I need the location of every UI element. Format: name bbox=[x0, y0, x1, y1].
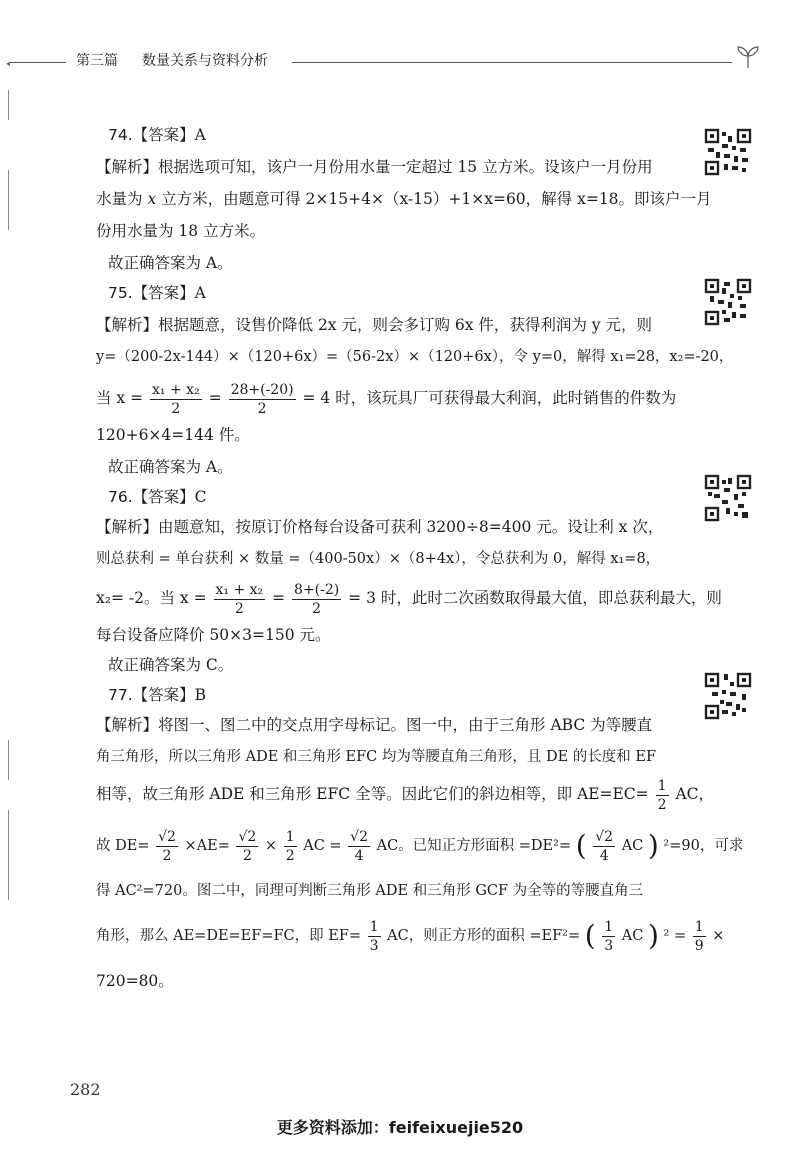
margin-marks bbox=[8, 90, 10, 910]
q77-analysis-line-7: 720=80。 bbox=[96, 972, 174, 990]
q77-answer: B bbox=[194, 686, 207, 704]
q76-frac2-num: 8+(-2) bbox=[294, 581, 340, 598]
q77-r2-d: √2 bbox=[595, 828, 614, 845]
q75-text-1: 根据题意，设售价降低 2x 元，则会多订购 6x 件，获得利润为 y 元，则 bbox=[158, 316, 653, 334]
q75-answer-label: 【答案】 bbox=[132, 284, 195, 302]
q75-number: 75. bbox=[108, 284, 133, 302]
q77-r2-c: √2 bbox=[350, 828, 368, 845]
qr-code-icon bbox=[704, 278, 752, 326]
sprout-icon bbox=[734, 42, 762, 70]
q77-frac-r2-over-2-b bbox=[236, 828, 258, 865]
q77-frac-ninth bbox=[693, 918, 706, 955]
q74-answer-label: 【答案】 bbox=[132, 126, 195, 144]
q75-fraction-2 bbox=[229, 381, 296, 418]
q77-third-num-b: 1 bbox=[604, 918, 614, 935]
q77-text-1: 将图一、图二中的交点用字母标记。图一中，由于三角形 ABC 为等腰直 bbox=[158, 716, 653, 734]
q77-answer-line bbox=[108, 680, 206, 710]
q75-frac1-den: 2 bbox=[171, 400, 181, 417]
header-part: 第三篇 bbox=[76, 53, 118, 69]
q77-text-4g: ²=90，可求 bbox=[663, 838, 744, 854]
q77-third-num-a: 1 bbox=[369, 918, 379, 935]
q77-two-a: 2 bbox=[162, 847, 172, 864]
q74-answer: A bbox=[194, 126, 206, 144]
q75-answer: A bbox=[194, 284, 206, 302]
q77-third-den-b: 3 bbox=[604, 937, 614, 954]
q76-frac1-den: 2 bbox=[234, 600, 244, 617]
page-number: 282 bbox=[70, 1080, 101, 1099]
q75-conclusion: 故正确答案为 A。 bbox=[108, 458, 233, 476]
q75-analysis-label: 【解析】 bbox=[96, 316, 159, 334]
q77-text-4d: AC = bbox=[303, 838, 342, 854]
q76-analysis-line-3 bbox=[96, 576, 722, 620]
q75-text-3a: 当 x = bbox=[96, 389, 144, 407]
q77-analysis-label: 【解析】 bbox=[96, 716, 159, 734]
q74-analysis-line-3: 份用水量为 18 立方米。 bbox=[96, 222, 266, 240]
q77-analysis-line-3 bbox=[96, 770, 714, 818]
q77-paren-close-a: ) bbox=[647, 829, 659, 862]
q74-text-1: 根据选项可知，该户一月份用水量一定超过 15 立方米。设该户一月份用 bbox=[158, 158, 653, 176]
q75-analysis-line-3 bbox=[96, 376, 676, 420]
qr-code-icon bbox=[704, 672, 752, 720]
header-rule-left bbox=[10, 62, 66, 63]
q77-text-4f: AC bbox=[621, 838, 644, 854]
q77-analysis-line-2: 角三角形，所以三角形 ADE 和三角形 EFC 均为等腰直角三角形，且 DE 的长度和 EF bbox=[96, 749, 657, 765]
q75-frac2-den: 2 bbox=[257, 400, 267, 417]
q77-text-6e: × bbox=[712, 928, 725, 944]
q75-frac2-num: 28+(-20) bbox=[230, 381, 294, 398]
q77-frac-r2-over-2-a bbox=[156, 828, 178, 865]
q77-frac-half-b bbox=[284, 828, 297, 865]
q75-text-3b: = 4 时，该玩具厂可获得最大利润，此时销售的件数为 bbox=[302, 389, 677, 407]
q74-analysis-line-2 bbox=[96, 184, 712, 214]
q76-analysis-line-4: 每台设备应降价 50×3=150 元。 bbox=[96, 626, 331, 644]
q76-analysis-line-2: 则总获利 = 单台获利 × 数量 =（400-50x）×（8+4x），令总获利为 0，解得 x₁=8， bbox=[96, 551, 661, 567]
q77-text-6d: ² = bbox=[663, 928, 687, 944]
q77-paren-close-b: ) bbox=[647, 919, 659, 952]
q74-text-2b: 立方米，由题意可得 2×15+4×（x-15）+1×x=60，解得 x=18。即该户一月 bbox=[156, 190, 712, 208]
q77-analysis-line-5: 得 AC²=720。图二中，同理可判断三角形 ADE 和三角形 GCF 为全等的等腰直角三 bbox=[96, 883, 644, 899]
header-title: 数量关系与资料分析 bbox=[142, 53, 268, 69]
q77-r2-a: √2 bbox=[158, 828, 176, 845]
q77-frac-third-a bbox=[368, 918, 381, 955]
header-rule-right bbox=[292, 62, 732, 63]
q77-text-6a: 角形，那么 AE=DE=EF=FC，即 EF= bbox=[96, 928, 362, 944]
q74-conclusion: 故正确答案为 A。 bbox=[108, 254, 233, 272]
q75-fraction-1 bbox=[150, 381, 202, 418]
q75-equals: = bbox=[208, 389, 222, 407]
q77-r2-b: √2 bbox=[238, 828, 257, 845]
q77-frac-r2-over-4-b bbox=[593, 828, 615, 865]
q74-analysis-line-1 bbox=[96, 152, 653, 182]
q74-number: 74. bbox=[108, 126, 133, 144]
q74-analysis-label: 【解析】 bbox=[96, 158, 159, 176]
q76-fraction-2 bbox=[292, 581, 341, 618]
q75-answer-line bbox=[108, 278, 206, 308]
q76-answer-line bbox=[108, 482, 207, 512]
q76-text-3b: = 3 时，此时二次函数取得最大值，即总获利最大，则 bbox=[348, 589, 722, 607]
footer-note: 更多资料添加：feifeixuejie520 bbox=[276, 1118, 524, 1137]
q77-half bbox=[656, 777, 669, 814]
q77-text-4a: 故 DE= bbox=[96, 838, 150, 854]
q76-fraction-1 bbox=[214, 581, 266, 618]
q77-text-4b: ×AE= bbox=[184, 838, 230, 854]
q77-answer-label: 【答案】 bbox=[132, 686, 195, 704]
q74-answer-line bbox=[108, 120, 206, 150]
q77-text-4c: × bbox=[264, 838, 278, 854]
qr-code-icon bbox=[704, 474, 752, 522]
q76-answer-label: 【答案】 bbox=[132, 488, 195, 506]
header-dot: ◂ bbox=[6, 59, 11, 68]
q76-frac2-den: 2 bbox=[312, 600, 322, 617]
q77-half-num: 1 bbox=[657, 777, 667, 794]
q77-frac-r2-over-4-a bbox=[348, 828, 370, 865]
q77-text-4e: AC。已知正方形面积 =DE²= bbox=[376, 838, 572, 854]
q77-frac-third-b bbox=[602, 918, 615, 955]
q77-two-b: 2 bbox=[242, 847, 252, 864]
q77-four-a: 4 bbox=[354, 847, 364, 864]
q76-analysis-label: 【解析】 bbox=[96, 518, 159, 536]
q76-frac1-num: x₁ + x₂ bbox=[215, 581, 264, 598]
running-header bbox=[0, 48, 800, 78]
q77-text-6c: AC bbox=[621, 928, 644, 944]
q75-analysis-line-4: 120+6×4=144 件。 bbox=[96, 426, 250, 444]
q77-number: 77. bbox=[108, 686, 133, 704]
q77-third-den-a: 3 bbox=[369, 937, 379, 954]
q77-text-3b: AC， bbox=[675, 785, 715, 803]
q76-analysis-line-1 bbox=[96, 512, 663, 542]
q77-text-6b: AC，则正方形的面积 =EF²= bbox=[387, 928, 581, 944]
q77-ninth-den: 9 bbox=[694, 937, 704, 954]
qr-code-icon bbox=[704, 128, 752, 176]
q76-text-3a: x₂= -2。当 x = bbox=[96, 589, 207, 607]
q77-analysis-line-4 bbox=[96, 820, 743, 872]
q77-analysis-line-1 bbox=[96, 710, 652, 740]
q76-conclusion: 故正确答案为 C。 bbox=[108, 656, 234, 674]
q77-analysis-line-6 bbox=[96, 910, 724, 962]
q77-paren-open-b: ( bbox=[584, 919, 596, 952]
q77-half-num-b: 1 bbox=[285, 828, 295, 845]
q75-analysis-line-2: y=（200-2x-144）×（120+6x）=（56-2x）×（120+6x），令 y=0，解得 x₁=28，x₂=-20， bbox=[96, 349, 734, 365]
q76-number: 76. bbox=[108, 488, 133, 506]
q77-half-den-b: 2 bbox=[285, 847, 295, 864]
q74-var-x: x bbox=[147, 190, 157, 208]
q76-answer: C bbox=[194, 488, 207, 506]
q77-half-den: 2 bbox=[657, 796, 667, 813]
q77-ninth-num: 1 bbox=[694, 918, 704, 935]
q77-four-b: 4 bbox=[599, 847, 609, 864]
q74-text-2a: 水量为 bbox=[96, 190, 148, 208]
q76-equals: = bbox=[272, 589, 286, 607]
q75-analysis-line-1 bbox=[96, 310, 652, 340]
q77-paren-open-a: ( bbox=[575, 829, 587, 862]
q76-text-1: 由题意知，按原订价格每台设备可获利 3200÷8=400 元。设让利 x 次， bbox=[158, 518, 664, 536]
q77-text-3a: 相等，故三角形 ADE 和三角形 EFC 全等。因此它们的斜边相等，即 AE=EC= bbox=[96, 785, 649, 803]
q75-frac1-num: x₁ + x₂ bbox=[152, 381, 200, 398]
